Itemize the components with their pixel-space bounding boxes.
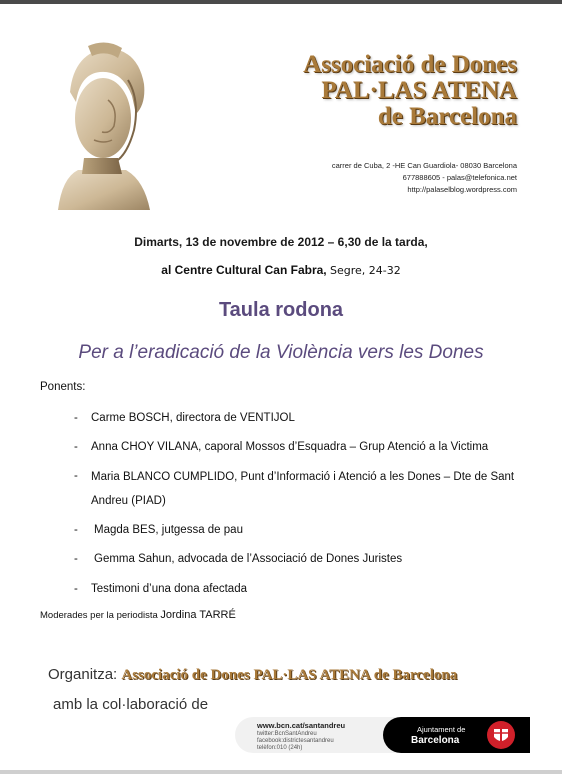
district-twitter: twitter:BcnSantAndreu (257, 731, 317, 737)
district-website: www.bcn.cat/santandreu (257, 721, 346, 730)
collaboration-label: amb la col·laboració de (53, 696, 209, 713)
top-border (0, 0, 562, 4)
moderator-name: Jordina TARRÉ (160, 609, 236, 621)
event-title: Taula rodona (218, 299, 344, 321)
speaker-text: Testimoni d’una dona afectada (91, 583, 247, 595)
event-venue-address: Segre, 24-32 (329, 264, 401, 277)
district-social-info (257, 731, 334, 752)
speakers-label: Ponents: (40, 381, 86, 393)
organizer-label: Organitza: (48, 666, 118, 683)
phone-email-text: 677888605 - palas@telefonica.net (402, 173, 517, 182)
district-facebook: facebook:districtesantandreu (257, 738, 334, 744)
barcelona-seal-icon (485, 720, 517, 750)
speaker-text: Maria BLANCO CUMPLIDO, Punt d’Informació i Atenció a les Dones – Dte de Sant Andreu (PIAD) (91, 471, 515, 507)
event-date-time: Dimarts, 13 de novembre de 2012 – 6,30 de la tarda, (134, 235, 428, 249)
moderator-label: Moderades per la periodista (40, 610, 158, 621)
ajuntament-line1: Ajuntament de (417, 725, 466, 734)
event-venue: al Centre Cultural Can Fabra, (161, 263, 327, 277)
list-dash: - (74, 470, 78, 482)
address-text: carrer de Cuba, 2 -HE Can Guardiola- 08030 Barcelona (331, 161, 517, 170)
event-place (0, 263, 562, 277)
contact-info (257, 160, 517, 196)
organizer-name: Associació de Dones PAL·LAS ATENA de Barcelona (121, 667, 458, 683)
speaker-text: Gemma Sahun, advocada de l’Associació de Dones Juristes (94, 553, 403, 565)
org-name-line2: PAL·LAS ATENA (321, 77, 517, 104)
organizer-line (48, 666, 457, 684)
ajuntament-line2: Barcelona (411, 735, 460, 746)
org-name-line3: de Barcelona (377, 103, 517, 130)
moderator-line (40, 609, 236, 621)
district-phone: telèfon:010 (24h) (257, 745, 303, 751)
list-dash: - (74, 583, 78, 595)
event-subtitle: Per a l’eradicació de la Violència vers les Dones (78, 342, 484, 363)
speaker-text: Anna CHOY VILANA, caporal Mossos d’Esquadra – Grup Atenció a la Victima (91, 441, 489, 453)
organization-name (177, 52, 517, 130)
list-dash: - (74, 553, 78, 565)
list-dash: - (74, 412, 78, 424)
website-link[interactable]: http://palaselblog.wordpress.com (407, 185, 517, 194)
org-name-line1: Associació de Dones (303, 51, 517, 78)
list-dash: - (74, 441, 78, 453)
athena-bust-image (48, 40, 158, 212)
list-dash: - (74, 524, 78, 536)
speaker-text: Magda BES, jutgessa de pau (94, 524, 243, 536)
bottom-border (0, 770, 562, 774)
speaker-text: Carme BOSCH, directora de VENTIJOL (91, 412, 295, 424)
ajuntament-logo-banner (235, 717, 530, 753)
